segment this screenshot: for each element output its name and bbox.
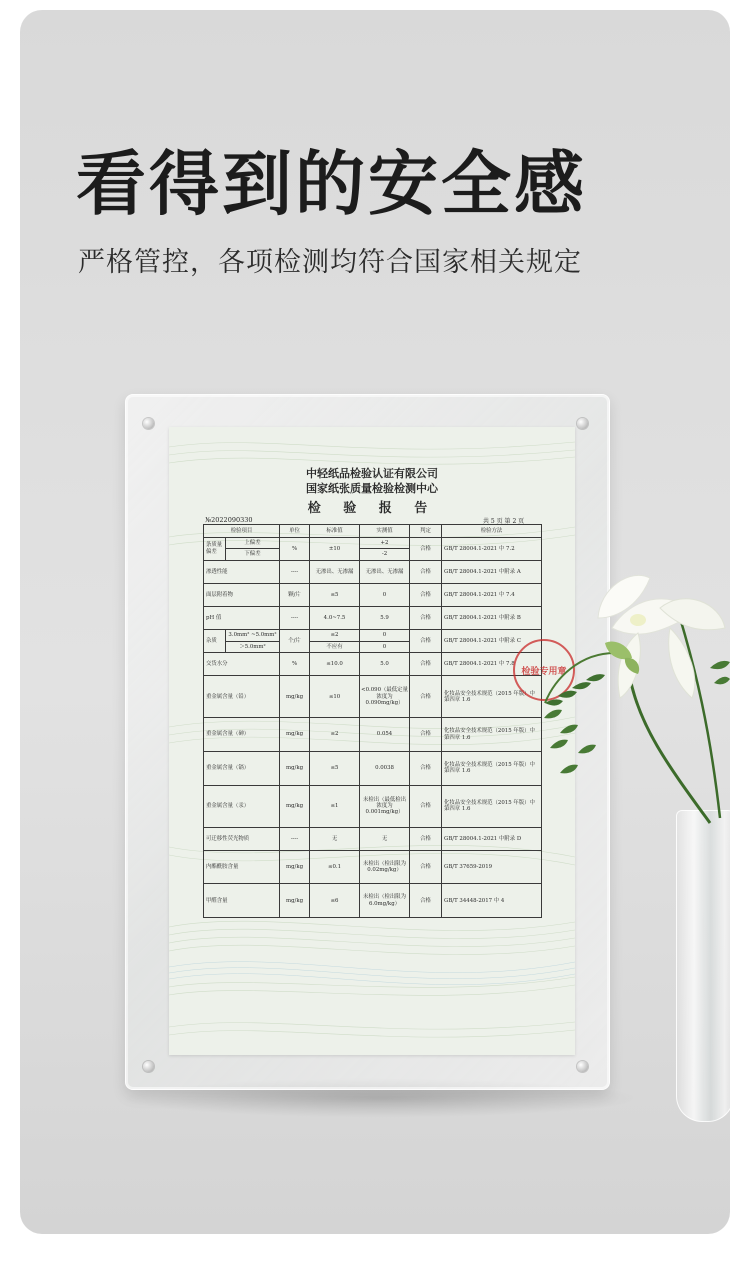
cell-standard: ≤5 <box>310 583 360 606</box>
table-row <box>204 676 542 718</box>
table-row <box>204 606 542 629</box>
cell-unit: 个/片 <box>280 630 310 653</box>
cell-judgement: 合格 <box>410 785 442 827</box>
red-stamp: 检验专用章 <box>513 639 575 701</box>
cell-method: GB/T 28004.1-2021 中附录 D <box>442 827 542 850</box>
cell-judgement: 合格 <box>410 653 442 676</box>
cell-item: 杂质 <box>204 630 226 653</box>
report-title: 检 验 报 告 <box>307 501 437 516</box>
headline: 看得到的安全感 <box>76 143 587 225</box>
cell-unit: mg/kg <box>280 676 310 718</box>
screw-top-right <box>577 418 588 429</box>
cell-method: GB/T 28004.1-2021 中附录 B <box>442 606 542 629</box>
table-row <box>204 827 542 850</box>
cell-unit: mg/kg <box>280 850 310 884</box>
cell-measured: 未检出（最低检出浓度为 0.001mg/kg） <box>360 785 410 827</box>
cell-item: 内酯酰胺含量 <box>204 850 280 884</box>
cell-measured: 0.0038 <box>360 751 410 785</box>
table-row <box>204 850 542 884</box>
cell-judgement: 合格 <box>410 537 442 560</box>
cell-standard: ≤10.0 <box>310 653 360 676</box>
cell-judgement: 合格 <box>410 827 442 850</box>
cell-standard: 无渗出、无渗漏 <box>310 560 360 583</box>
cell-unit: mg/kg <box>280 751 310 785</box>
cell-measured: 0 <box>360 641 410 653</box>
cell-measured: 未检出（检出限为 0.02mg/kg） <box>360 850 410 884</box>
cell-subitem: 3.0mm² ~5.0mm² <box>226 630 280 642</box>
cell-judgement: 合格 <box>410 583 442 606</box>
cell-unit: ---- <box>280 560 310 583</box>
cell-measured: 5.0 <box>360 653 410 676</box>
cell-standard: 无 <box>310 827 360 850</box>
cell-measured: 0.054 <box>360 718 410 752</box>
cell-measured: 无渗出、无渗漏 <box>360 560 410 583</box>
cell-unit: mg/kg <box>280 785 310 827</box>
cell-judgement: 合格 <box>410 850 442 884</box>
cell-subitem: 上偏差 <box>226 537 280 549</box>
freesia-flower-icon <box>520 558 730 858</box>
cell-method: GB/T 28004.1-2021 中 7.4 <box>442 583 542 606</box>
cell-subitem: ＞5.0mm² <box>226 641 280 653</box>
cell-measured: 0 <box>360 583 410 606</box>
cell-item: 重金属含量（砷） <box>204 718 280 752</box>
cell-method: GB/T 34448-2017 中 4 <box>442 884 542 918</box>
cell-judgement: 合格 <box>410 676 442 718</box>
cell-measured: <0.090（最低定量浓度为 0.090mg/kg） <box>360 676 410 718</box>
cell-item: 重金属含量（汞） <box>204 785 280 827</box>
cell-standard: ≤0.1 <box>310 850 360 884</box>
cell-method: 化妆品安全技术规范（2015 年版）中第四章 1.6 <box>442 676 542 718</box>
report-center: 国家纸张质量检验检测中心 <box>306 482 438 495</box>
table-row <box>204 583 542 606</box>
report-page-info: 共 5 页 第 2 页 <box>483 518 525 525</box>
cell-item: 交货水分 <box>204 653 280 676</box>
cell-method: GB/T 28004.1-2021 中 7.8 <box>442 653 542 676</box>
cell-measured: -2 <box>360 549 410 561</box>
cell-measured: 未检出（检出限为 6.0mg/kg） <box>360 884 410 918</box>
report-company: 中轻纸品检验认证有限公司 <box>306 467 438 480</box>
subheadline: 严格管控，各项检测均符合国家相关规定 <box>78 247 582 278</box>
cell-unit: ---- <box>280 827 310 850</box>
header-judgement: 判定 <box>410 525 442 538</box>
table-row <box>204 884 542 918</box>
cell-item: 条质量偏差 <box>204 537 226 560</box>
cell-measured: 5.9 <box>360 606 410 629</box>
cell-item: 重金属含量（镉） <box>204 751 280 785</box>
cell-judgement: 合格 <box>410 718 442 752</box>
cell-judgement: 合格 <box>410 884 442 918</box>
cell-judgement: 合格 <box>410 630 442 653</box>
table-row <box>204 560 542 583</box>
cell-judgement: 合格 <box>410 751 442 785</box>
cell-subitem: 下偏差 <box>226 549 280 561</box>
table-row <box>204 785 542 827</box>
cell-item: 可迁移性荧光物质 <box>204 827 280 850</box>
table-row <box>204 653 542 676</box>
cell-judgement: 合格 <box>410 606 442 629</box>
cell-measured: 0 <box>360 630 410 642</box>
cell-standard: ≤2 <box>310 718 360 752</box>
cell-standard: ±10 <box>310 537 360 560</box>
cell-unit: % <box>280 537 310 560</box>
cell-method: GB/T 28004.1-2021 中附录 A <box>442 560 542 583</box>
cell-item: 渗透性能 <box>204 560 280 583</box>
header-unit: 单位 <box>280 525 310 538</box>
cell-unit: mg/kg <box>280 718 310 752</box>
cell-measured: 无 <box>360 827 410 850</box>
report-number: №2022090330 <box>205 516 253 524</box>
header-item: 检验项目 <box>204 525 280 538</box>
header-standard: 标准值 <box>310 525 360 538</box>
cell-method: 化妆品安全技术规范（2015 年版）中第四章 1.6 <box>442 785 542 827</box>
cell-standard: ≤5 <box>310 751 360 785</box>
header-method: 检验方法 <box>442 525 542 538</box>
cell-standard: 不应有 <box>310 641 360 653</box>
cell-standard: ≤6 <box>310 884 360 918</box>
cell-standard: ≤10 <box>310 676 360 718</box>
header-measured: 实测值 <box>360 525 410 538</box>
table-row <box>204 537 542 549</box>
screw-bottom-right <box>577 1061 588 1072</box>
cell-method: 化妆品安全技术规范（2015 年版）中第四章 1.6 <box>442 751 542 785</box>
report-table <box>203 524 542 918</box>
cell-unit: % <box>280 653 310 676</box>
cell-item: 重金属含量（铅） <box>204 676 280 718</box>
inspection-report <box>169 427 575 1055</box>
cell-method: 化妆品安全技术规范（2015 年版）中第四章 1.6 <box>442 718 542 752</box>
cell-unit: 颗/片 <box>280 583 310 606</box>
cell-item: 面层附着物 <box>204 583 280 606</box>
cell-unit: mg/kg <box>280 884 310 918</box>
screw-top-left <box>143 418 154 429</box>
cell-standard: ≤2 <box>310 630 360 642</box>
cell-standard: 4.0~7.5 <box>310 606 360 629</box>
cell-method: GB/T 28004.1-2021 中附录 C <box>442 630 542 653</box>
cell-method: GB/T 28004.1-2021 中 7.2 <box>442 537 542 560</box>
screw-bottom-left <box>143 1061 154 1072</box>
table-row <box>204 751 542 785</box>
cell-item: pH 值 <box>204 606 280 629</box>
product-banner <box>20 10 730 1234</box>
cell-item: 甲醛含量 <box>204 884 280 918</box>
table-row <box>204 630 542 642</box>
cell-method: GB/T 37659-2019 <box>442 850 542 884</box>
cell-judgement: 合格 <box>410 560 442 583</box>
table-row <box>204 718 542 752</box>
cell-measured: +2 <box>360 537 410 549</box>
cell-standard: ≤1 <box>310 785 360 827</box>
cell-unit: ---- <box>280 606 310 629</box>
table-header-row <box>204 525 542 538</box>
